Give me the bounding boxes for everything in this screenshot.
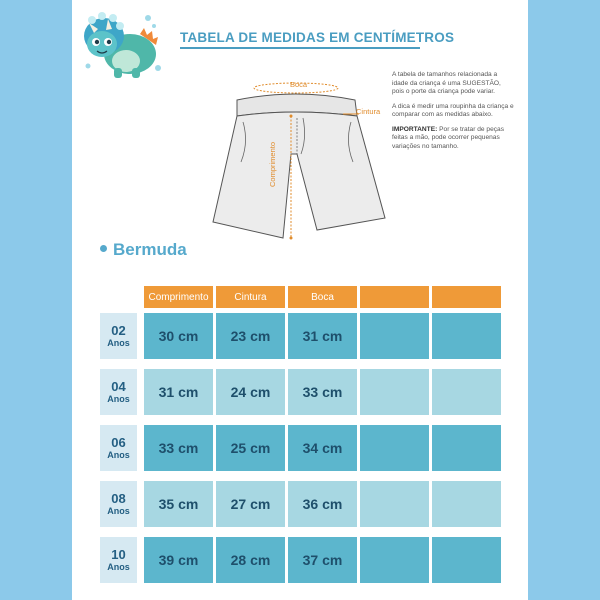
age-number: 02: [111, 323, 126, 338]
age-number: 06: [111, 435, 126, 450]
table-cell: [360, 425, 429, 471]
bullet-dot: [100, 245, 107, 252]
table-cell: 23 cm: [216, 313, 285, 359]
table-cell: [432, 537, 501, 583]
info-paragraph: A tabela de tamanhos relacionada a idade da criança é uma SUGESTÃO, pois o porte da criança pode variar.: [392, 71, 501, 95]
table-cell: 37 cm: [288, 537, 357, 583]
title-underline: [180, 47, 420, 49]
table-cell: 25 cm: [216, 425, 285, 471]
age-unit: Anos: [107, 506, 130, 516]
age-label: [100, 481, 137, 527]
table-cell: 28 cm: [216, 537, 285, 583]
table-cell: 27 cm: [216, 481, 285, 527]
section-title-text: Bermuda: [113, 240, 187, 259]
shorts-diagram: [205, 74, 395, 244]
age-label: [100, 313, 137, 359]
age-unit: Anos: [107, 394, 130, 404]
table-cell: [360, 369, 429, 415]
boca-label: Boca: [290, 80, 308, 89]
age-number: 04: [111, 379, 126, 394]
important-label: IMPORTANTE:: [392, 125, 438, 133]
age-number: 08: [111, 491, 126, 506]
column-header: Boca: [288, 286, 357, 308]
age-number: 10: [111, 547, 126, 562]
table-cell: 34 cm: [288, 425, 357, 471]
age-label: [100, 425, 137, 471]
table-cell: 24 cm: [216, 369, 285, 415]
triceratops-dinosaur-icon: [80, 6, 166, 82]
table-cell: [360, 481, 429, 527]
table-cell: [360, 313, 429, 359]
section-title: [100, 240, 187, 260]
table-cell: [432, 313, 501, 359]
cintura-label: Cintura: [356, 107, 381, 116]
info-important: [392, 126, 514, 152]
table-cell: [432, 425, 501, 471]
column-header: [360, 286, 429, 308]
age-label: [100, 537, 137, 583]
table-cell: 33 cm: [144, 425, 213, 471]
info-notes: [392, 71, 514, 157]
table-cell: [432, 369, 501, 415]
age-label: [100, 369, 137, 415]
info-paragraph: A dica é medir uma roupinha da criança e comparar com as medidas abaixo.: [392, 102, 514, 118]
table-cell: 31 cm: [144, 369, 213, 415]
important-text: Por se tratar de peças feitas a mão, pode ocorrer pequenas variações no tamanho.: [392, 125, 505, 150]
age-unit: Anos: [107, 562, 130, 572]
page-title: TABELA DE MEDIDAS EM CENTÍMETROS: [180, 30, 455, 45]
table-cell: 36 cm: [288, 481, 357, 527]
column-header: Comprimento: [144, 286, 213, 308]
table-cell: 30 cm: [144, 313, 213, 359]
column-header: Cintura: [216, 286, 285, 308]
table-cell: 35 cm: [144, 481, 213, 527]
table-cell: 33 cm: [288, 369, 357, 415]
table-cell: [360, 537, 429, 583]
comprimento-label: Comprimento: [268, 141, 278, 188]
age-unit: Anos: [107, 338, 130, 348]
table-cell: [432, 481, 501, 527]
age-unit: Anos: [107, 450, 130, 460]
column-header: [432, 286, 501, 308]
table-cell: 39 cm: [144, 537, 213, 583]
table-cell: 31 cm: [288, 313, 357, 359]
